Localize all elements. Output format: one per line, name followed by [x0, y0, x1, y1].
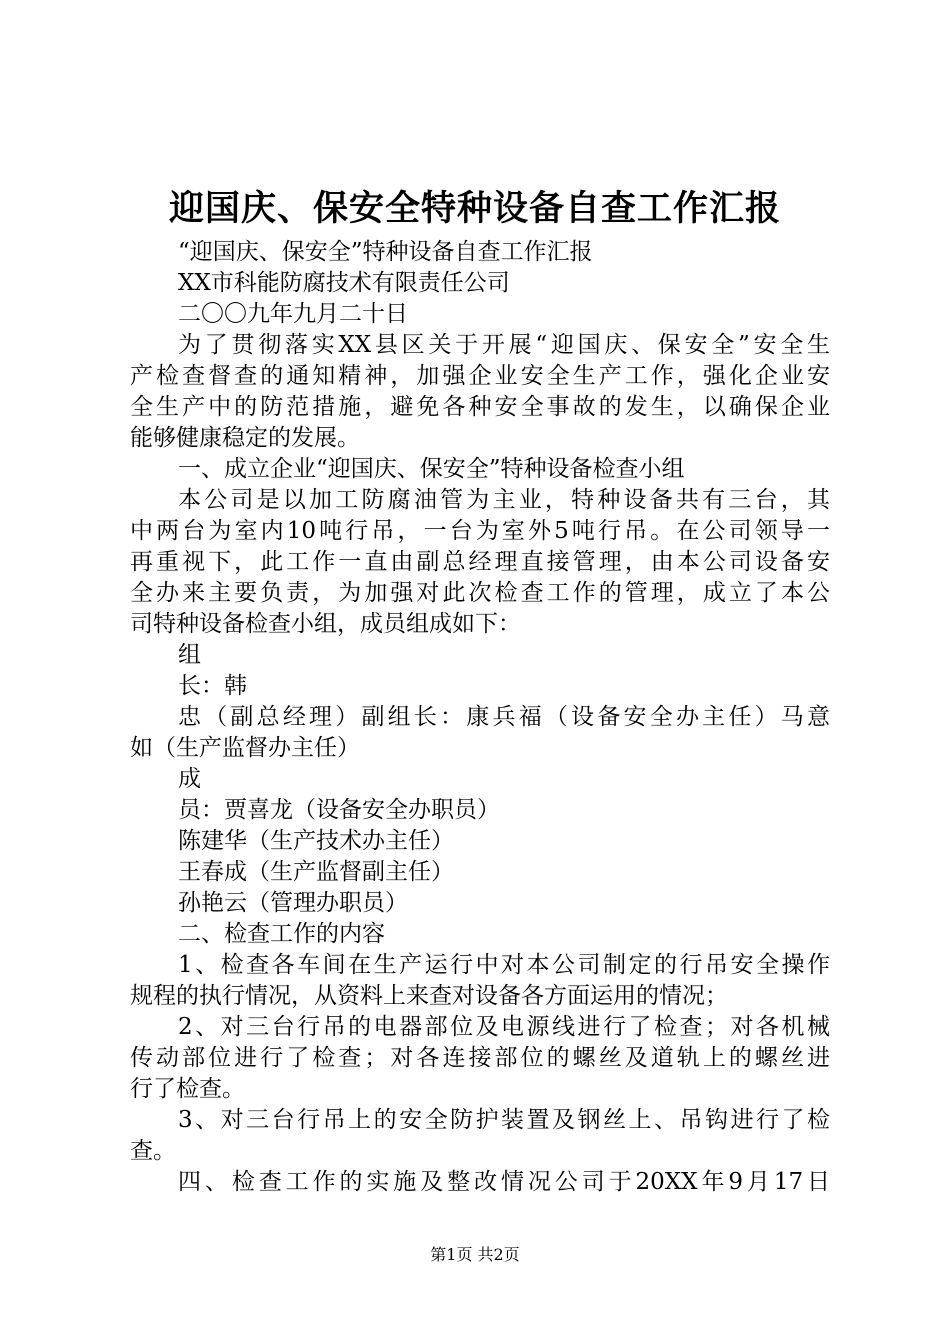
paragraph-line: 产检查督查的通知精神，加强企业安全生产工作，强化企业安: [130, 363, 830, 389]
paragraph-line: 能够健康稳定的发展。: [130, 425, 360, 451]
member-line: 组: [178, 642, 201, 668]
member-line: 长：韩: [178, 673, 247, 699]
subtitle-line: “迎国庆、保安全”特种设备自查工作汇报: [178, 239, 593, 265]
member-line: 如（生产监督办主任）: [130, 735, 360, 761]
date-line: 二〇〇九年九月二十日: [178, 301, 408, 327]
section-heading: 一、成立企业“迎国庆、保安全”特种设备检查小组: [178, 456, 685, 482]
member-line: 王春成（生产监督副主任）: [178, 859, 454, 885]
paragraph-line: 司特种设备检查小组，成员组成如下：: [130, 611, 521, 637]
section-heading: 二、检查工作的内容: [178, 921, 385, 947]
paragraph-line: 再重视下，此工作一直由副总经理直接管理，由本公司设备安: [130, 549, 830, 575]
section-heading: 四、检查工作的实施及整改情况公司于20XX年9月17日: [178, 1169, 830, 1195]
member-line: 陈建华（生产技术办主任）: [178, 828, 454, 854]
document-title: 迎国庆、保安全特种设备自查工作汇报: [168, 188, 781, 229]
company-line: XX市科能防腐技术有限责任公司: [178, 270, 510, 296]
paragraph-line: 中两台为室内10吨行吊，一台为室外5吨行吊。在公司领导一: [130, 518, 830, 544]
document-body: [130, 237, 830, 1198]
paragraph-line: 行了检查。: [130, 1076, 245, 1102]
paragraph-line: 2、对三台行吊的电器部位及电源线进行了检查；对各机械: [178, 1014, 830, 1040]
paragraph-line: 全生产中的防范措施，避免各种安全事故的发生，以确保企业: [130, 394, 830, 420]
member-line: 忠（副总经理）副组长：康兵福（设备安全办主任）马意: [178, 704, 830, 730]
paragraph-line: 为了贯彻落实XX县区关于开展“迎国庆、保安全”安全生: [178, 332, 830, 358]
paragraph-line: 1、检查各车间在生产运行中对本公司制定的行吊安全操作: [178, 952, 830, 978]
member-line: 孙艳云（管理办职员）: [178, 890, 408, 916]
member-line: 员：贾喜龙（设备安全办职员）: [178, 797, 500, 823]
paragraph-line: 3、对三台行吊上的安全防护装置及钢丝上、吊钩进行了检: [178, 1107, 830, 1133]
member-line: 成: [178, 766, 201, 792]
paragraph-line: 本公司是以加工防腐油管为主业，特种设备共有三台，其: [178, 487, 830, 513]
page-footer: 第1页 共2页: [430, 1245, 520, 1264]
paragraph-line: 传动部位进行了检查；对各连接部位的螺丝及道轨上的螺丝进: [130, 1045, 830, 1071]
paragraph-line: 查。: [130, 1138, 176, 1164]
paragraph-line: 全办来主要负责，为加强对此次检查工作的管理，成立了本公: [130, 580, 830, 606]
paragraph-line: 规程的执行情况，从资料上来查对设备各方面运用的情况；: [130, 983, 728, 1009]
